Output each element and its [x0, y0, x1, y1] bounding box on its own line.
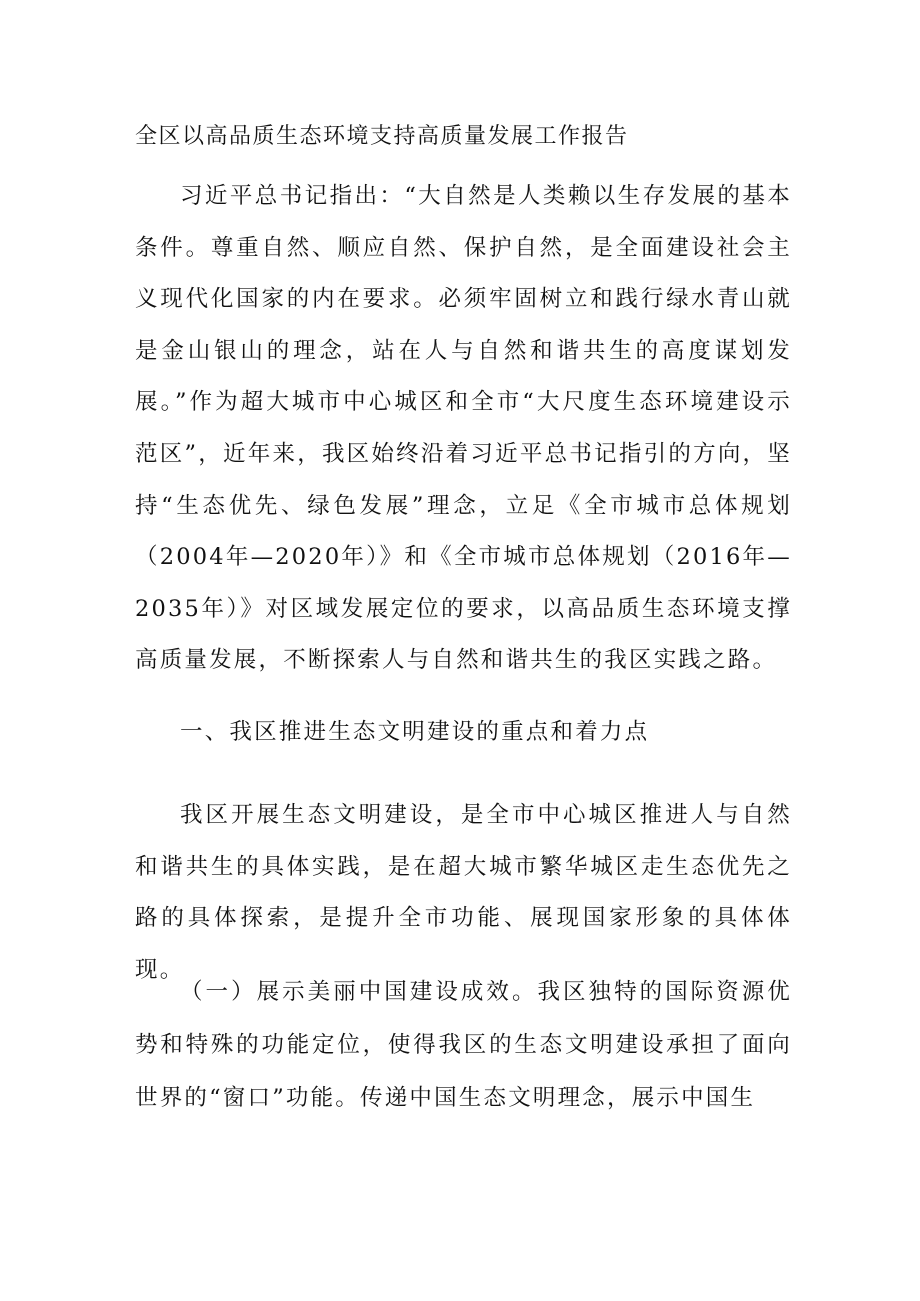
paragraph-section-1: 我区开展生态文明建设，是全市中心城区推进人与自然和谐共生的具体实践，是在超大城市繁华城区走生态优先之路的具体探索，是提升全市功能、展现国家形象的具体体现。	[135, 802, 792, 983]
paragraph-subsection-1: （一）展示美丽中国建设成效。我区独特的国际资源优势和特殊的功能定位，使得我区的生态文明建设承担了面向世界的“窗口”功能。传递中国生态文明理念，展示中国生	[135, 979, 792, 1111]
document-title: 全区以高品质生态环境支持高质量发展工作报告	[135, 124, 629, 149]
paragraph-intro: 习近平总书记指出：“大自然是人类赖以生存发展的基本条件。尊重自然、顺应自然、保护自然，是全面建设社会主义现代化国家的内在要求。必须牢固树立和践行绿水青山就是金山银山的理念，站在人与自然和谐共生的高度谋划发展。”作为超大城市中心城区和全市“大尺度生态环境建设示范区”，近年来，我区始终沿着习近平总书记指引的方向，坚持“生态优先、绿色发展”理念，立足《全市城市总体规划（2004年—2020年）》和《全市城市总体规划（2016年—2035年）》对区域发展定位的要求，以高品质生态环境支撑高质量发展，不断探索人与自然和谐共生的我区实践之路。	[135, 183, 792, 674]
section-heading-1: 一、我区推进生态文明建设的重点和着力点	[180, 719, 650, 745]
